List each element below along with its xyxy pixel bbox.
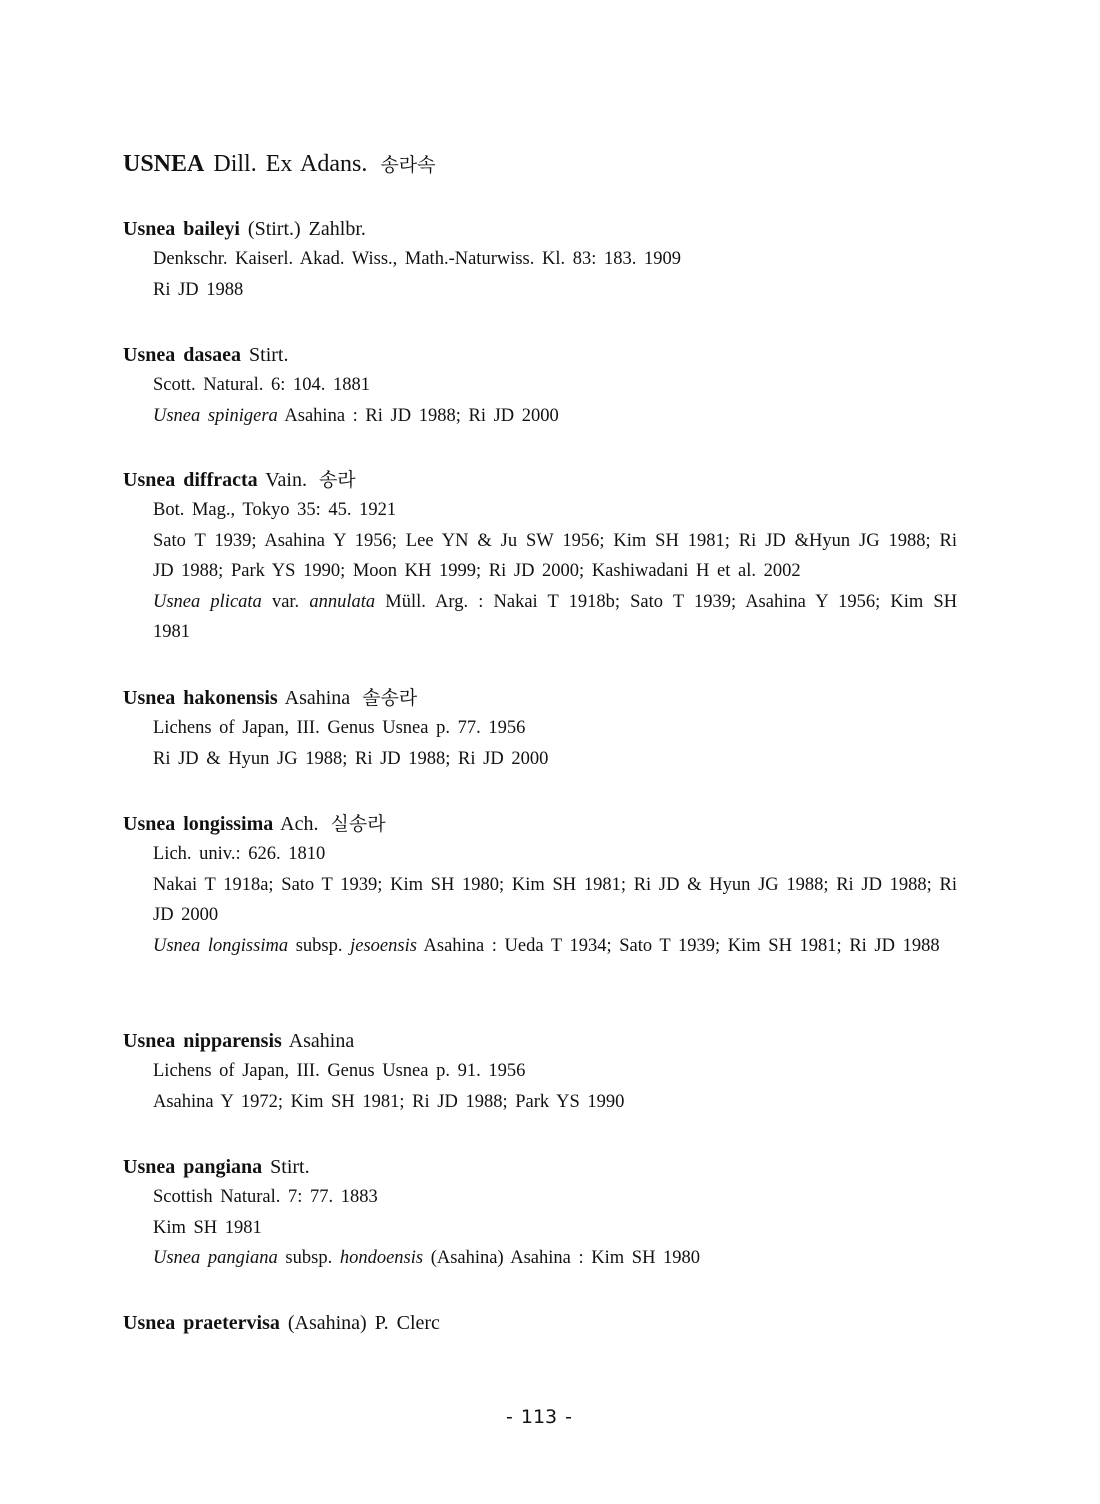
species-name: Usnea dasaea — [123, 344, 242, 366]
species-author: Asahina — [288, 1030, 355, 1052]
species-author: Stirt. — [270, 1156, 310, 1178]
records: Asahina Y 1972; Kim SH 1981; Ri JD 1988; Park YS 1990 — [153, 1091, 625, 1112]
species-korean-name: 실송라 — [330, 813, 386, 835]
species-entry-pangiana — [123, 1152, 957, 1274]
synonym-name: Usnea longissima — [153, 935, 289, 956]
species-entry-dasaea — [123, 340, 957, 431]
species-name: Usnea pangiana — [123, 1156, 263, 1178]
synonym-refs: : Kim SH 1980 — [578, 1248, 701, 1269]
publication: Bot. Mag., Tokyo 35: 45. 1921 — [153, 500, 397, 520]
species-name: Usnea nipparensis — [123, 1030, 282, 1052]
genus-korean-name: 송라속 — [380, 154, 436, 176]
synonym-name: Usnea plicata — [153, 591, 262, 612]
publication: Scott. Natural. 6: 104. 1881 — [153, 375, 371, 395]
species-entry-nipparensis — [123, 1026, 957, 1117]
records: Nakai T 1918a; Sato T 1939; Kim SH 1980; Kim SH 1981; Ri JD & Hyun JG 1988; Ri JD 1988; Ri JD 2000 — [153, 874, 957, 926]
species-author: Vain. — [265, 469, 307, 491]
species-name: Usnea praetervisa — [123, 1312, 280, 1334]
species-author: Ach. — [280, 813, 319, 835]
species-name: Usnea longissima — [123, 813, 274, 835]
synonym-name: Usnea pangiana — [153, 1248, 278, 1269]
synonym-rank: subsp. — [285, 1248, 333, 1269]
species-entry-diffracta — [123, 465, 957, 648]
species-entry-longissima — [123, 809, 957, 961]
synonym-infraspecific-name: annulata — [309, 591, 376, 612]
species-entry-hakonensis — [123, 683, 957, 774]
species-name: Usnea baileyi — [123, 218, 240, 240]
species-heading — [123, 1308, 957, 1338]
species-name: Usnea diffracta — [123, 469, 258, 491]
synonym-infraspecific-name: hondoensis — [339, 1248, 424, 1269]
species-entry-baileyi — [123, 214, 957, 305]
species-entry-praetervisa — [123, 1308, 957, 1338]
synonym-author: Asahina — [423, 935, 485, 956]
publication: Lichens of Japan, III. Genus Usnea p. 91. 1956 — [153, 1061, 526, 1081]
records: Ri JD & Hyun JG 1988; Ri JD 1988; Ri JD 2000 — [153, 748, 549, 769]
species-author: (Asahina) P. Clerc — [287, 1312, 440, 1334]
species-korean-name: 솔송라 — [362, 687, 418, 709]
synonym-author: (Asahina) Asahina — [430, 1248, 571, 1269]
publication: Denkschr. Kaiserl. Akad. Wiss., Math.-Naturwiss. Kl. 83: 183. 1909 — [153, 249, 682, 269]
synonym-infraspecific-name: jesoensis — [350, 935, 417, 956]
records: Sato T 1939; Asahina Y 1956; Lee YN & Ju SW 1956; Kim SH 1981; Ri JD &Hyun JG 1988; Ri JD 1988; Park YS 1990; Moon KH 1999; Ri JD 2000; Kashiwadani H et al. 2002 — [153, 530, 957, 582]
species-heading — [123, 214, 957, 244]
species-name: Usnea hakonensis — [123, 687, 278, 709]
species-heading — [123, 683, 957, 713]
species-heading — [123, 1026, 957, 1056]
genus-name: USNEA — [123, 151, 205, 177]
records: Kim SH 1981 — [153, 1217, 262, 1238]
records: Ri JD 1988 — [153, 279, 244, 300]
species-author: (Stirt.) Zahlbr. — [247, 218, 366, 240]
synonym-author: Asahina — [284, 405, 346, 426]
page-number: - 113 - — [505, 1406, 573, 1428]
synonym-line — [153, 1243, 957, 1274]
publication: Lichens of Japan, III. Genus Usnea p. 77. 1956 — [153, 718, 526, 738]
species-author: Stirt. — [249, 344, 289, 366]
publication: Scottish Natural. 7: 77. 1883 — [153, 1187, 378, 1207]
synonym-refs: : Ri JD 1988; Ri JD 2000 — [352, 405, 559, 426]
species-heading — [123, 465, 957, 495]
synonym-refs: : Nakai T 1918b; Sato T 1939; Asahina Y 1956; Kim SH 1981 — [153, 591, 958, 643]
synonym-rank: subsp. — [295, 935, 343, 956]
synonym-line — [153, 587, 957, 648]
genus-author: Dill. Ex Adans. — [213, 151, 368, 177]
genus-heading — [123, 147, 435, 182]
species-heading — [123, 809, 957, 839]
species-korean-name: 송라 — [318, 469, 356, 491]
synonym-line — [153, 401, 957, 432]
synonym-author: Müll. Arg. — [385, 591, 469, 612]
species-heading — [123, 340, 957, 370]
synonym-rank: var. — [271, 591, 300, 612]
publication: Lich. univ.: 626. 1810 — [153, 844, 326, 864]
synonym-name: Usnea spinigera — [153, 405, 278, 426]
synonym-refs: : Ueda T 1934; Sato T 1939; Kim SH 1981; Ri JD 1988 — [491, 935, 940, 956]
species-author: Asahina — [284, 687, 351, 709]
species-heading — [123, 1152, 957, 1182]
synonym-line — [153, 931, 957, 962]
